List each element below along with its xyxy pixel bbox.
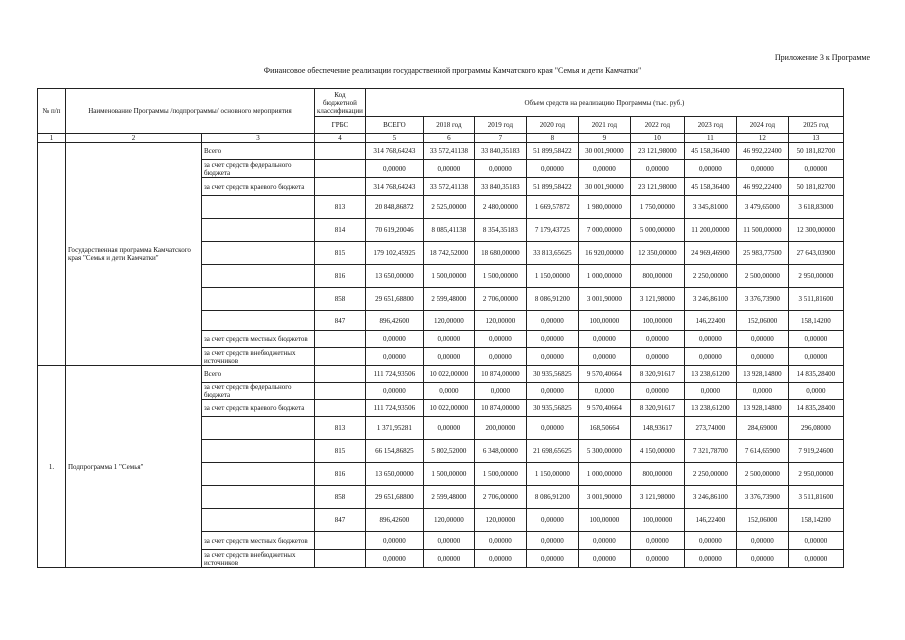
year-value: 18 680,00000	[474, 242, 526, 265]
header-year: 2018 год	[423, 117, 474, 134]
total-value: 0,00000	[365, 331, 423, 348]
table-row	[38, 143, 844, 160]
funding-source: за счет средств внебюджетных источников	[202, 550, 315, 568]
year-value: 158,14200	[788, 509, 843, 532]
year-value: 2 599,48000	[423, 288, 474, 311]
index-cell: 10	[630, 134, 684, 143]
funding-source	[202, 288, 315, 311]
year-value: 27 643,03900	[788, 242, 843, 265]
index-cell: 9	[578, 134, 630, 143]
total-value: 70 619,20046	[365, 219, 423, 242]
year-value: 0,00000	[578, 160, 630, 178]
funding-source: за счет средств краевого бюджета	[202, 400, 315, 417]
year-value: 7 919,24600	[788, 440, 843, 463]
year-value: 0,00000	[630, 532, 684, 550]
header-year: 2019 год	[474, 117, 526, 134]
grbs-code	[315, 550, 366, 568]
year-value: 152,06000	[736, 509, 788, 532]
grbs-code	[315, 160, 366, 178]
header-code: Код бюджетной классификации	[315, 89, 366, 117]
total-value: 896,42600	[365, 311, 423, 331]
total-value: 896,42600	[365, 509, 423, 532]
index-cell: 1	[38, 134, 66, 143]
total-value: 29 651,68800	[365, 288, 423, 311]
funding-source	[202, 440, 315, 463]
year-value: 100,00000	[578, 509, 630, 532]
grbs-code: 816	[315, 265, 366, 288]
year-value: 8 320,91617	[630, 400, 684, 417]
year-value: 146,22400	[684, 509, 736, 532]
year-value: 1 750,00000	[630, 196, 684, 219]
year-value: 2 500,00000	[736, 265, 788, 288]
total-value: 314 768,64243	[365, 178, 423, 196]
year-value: 16 920,00000	[578, 242, 630, 265]
funding-source: за счет средств внебюджетных источников	[202, 348, 315, 366]
year-value: 0,00000	[684, 532, 736, 550]
year-value: 1 500,00000	[474, 463, 526, 486]
funding-source: за счет средств краевого бюджета	[202, 178, 315, 196]
funding-source	[202, 417, 315, 440]
year-value: 1 000,00000	[578, 265, 630, 288]
year-value: 200,00000	[474, 417, 526, 440]
grbs-code: 858	[315, 486, 366, 509]
year-value: 0,00000	[788, 331, 843, 348]
year-value: 1 980,00000	[578, 196, 630, 219]
funding-source	[202, 196, 315, 219]
funding-source	[202, 265, 315, 288]
year-value: 168,50664	[578, 417, 630, 440]
year-value: 152,06000	[736, 311, 788, 331]
year-value: 0,00000	[630, 348, 684, 366]
year-value: 21 698,65625	[526, 440, 578, 463]
year-value: 0,0000	[474, 383, 526, 400]
total-value: 66 154,86825	[365, 440, 423, 463]
total-value: 20 848,86872	[365, 196, 423, 219]
year-value: 14 835,28400	[788, 366, 843, 383]
year-value: 0,00000	[630, 160, 684, 178]
year-value: 23 121,98000	[630, 143, 684, 160]
year-value: 8 086,91200	[526, 486, 578, 509]
index-cell: 13	[788, 134, 843, 143]
header-num: № п/п	[38, 89, 66, 134]
header-name: Наименование Программы /подпрограммы/ основного мероприятия	[66, 89, 315, 134]
year-value: 46 992,22400	[736, 178, 788, 196]
year-value: 50 181,82700	[788, 178, 843, 196]
year-value: 5 802,52000	[423, 440, 474, 463]
header-year: ВСЕГО	[365, 117, 423, 134]
year-value: 45 158,36400	[684, 143, 736, 160]
year-value: 18 742,52000	[423, 242, 474, 265]
grbs-code: 847	[315, 311, 366, 331]
year-value: 1 150,00000	[526, 265, 578, 288]
year-value: 33 840,35183	[474, 178, 526, 196]
year-value: 0,00000	[736, 550, 788, 568]
year-value: 8 320,91617	[630, 366, 684, 383]
year-value: 9 570,40664	[578, 366, 630, 383]
year-value: 3 001,90000	[578, 288, 630, 311]
total-value: 29 651,68800	[365, 486, 423, 509]
funding-source	[202, 311, 315, 331]
year-value: 3 376,73900	[736, 288, 788, 311]
header-year: 2023 год	[684, 117, 736, 134]
year-value: 3 121,98000	[630, 486, 684, 509]
year-value: 10 022,00000	[423, 366, 474, 383]
year-value: 0,00000	[423, 417, 474, 440]
grbs-code	[315, 383, 366, 400]
year-value: 3 511,81600	[788, 288, 843, 311]
year-value: 46 992,22400	[736, 143, 788, 160]
year-value: 0,00000	[578, 550, 630, 568]
year-value: 0,00000	[578, 348, 630, 366]
year-value: 146,22400	[684, 311, 736, 331]
year-value: 3 376,73900	[736, 486, 788, 509]
year-value: 2 525,00000	[423, 196, 474, 219]
year-value: 9 570,40664	[578, 400, 630, 417]
funding-source: за счет средств местных бюджетов	[202, 532, 315, 550]
year-value: 7 000,00000	[578, 219, 630, 242]
year-value: 0,00000	[684, 331, 736, 348]
index-cell: 2	[66, 134, 202, 143]
header-year: 2020 год	[526, 117, 578, 134]
year-value: 120,00000	[474, 311, 526, 331]
year-value: 273,74000	[684, 417, 736, 440]
index-cell: 6	[423, 134, 474, 143]
year-value: 120,00000	[423, 311, 474, 331]
year-value: 7 614,65900	[736, 440, 788, 463]
header-code-grbs: ГРБС	[315, 117, 366, 134]
year-value: 0,00000	[684, 160, 736, 178]
grbs-code: 858	[315, 288, 366, 311]
year-value: 1 500,00000	[423, 265, 474, 288]
funding-source: за счет средств федерального бюджета	[202, 383, 315, 400]
table-header	[38, 89, 844, 143]
year-value: 2 500,00000	[736, 463, 788, 486]
total-value: 13 650,00000	[365, 265, 423, 288]
year-value: 0,00000	[526, 509, 578, 532]
year-value: 13 238,61200	[684, 366, 736, 383]
year-value: 3 511,81600	[788, 486, 843, 509]
year-value: 11 200,00000	[684, 219, 736, 242]
total-value: 111 724,93506	[365, 400, 423, 417]
grbs-code	[315, 400, 366, 417]
year-value: 0,0000	[578, 383, 630, 400]
year-value: 0,00000	[423, 348, 474, 366]
total-value: 179 102,45925	[365, 242, 423, 265]
header-volume: Объем средств на реализацию Программы (тыс. руб.)	[365, 89, 843, 117]
year-value: 2 950,00000	[788, 265, 843, 288]
total-value: 1 371,95281	[365, 417, 423, 440]
year-value: 3 121,98000	[630, 288, 684, 311]
year-value: 8 085,41138	[423, 219, 474, 242]
year-value: 14 835,28400	[788, 400, 843, 417]
year-value: 0,00000	[736, 160, 788, 178]
year-value: 33 813,65625	[526, 242, 578, 265]
year-value: 1 500,00000	[474, 265, 526, 288]
year-value: 0,00000	[526, 311, 578, 331]
year-value: 0,00000	[526, 348, 578, 366]
year-value: 0,00000	[526, 532, 578, 550]
year-value: 24 969,46900	[684, 242, 736, 265]
year-value: 10 874,00000	[474, 366, 526, 383]
index-cell: 7	[474, 134, 526, 143]
year-value: 13 928,14800	[736, 366, 788, 383]
grbs-code	[315, 532, 366, 550]
year-value: 3 345,81000	[684, 196, 736, 219]
year-value: 0,00000	[526, 331, 578, 348]
grbs-code: 816	[315, 463, 366, 486]
year-value: 30 001,90000	[578, 178, 630, 196]
index-cell: 4	[315, 134, 366, 143]
year-value: 7 321,78700	[684, 440, 736, 463]
year-value: 13 238,61200	[684, 400, 736, 417]
total-value: 314 768,64243	[365, 143, 423, 160]
index-cell: 8	[526, 134, 578, 143]
year-value: 800,00000	[630, 463, 684, 486]
funding-source: за счет средств местных бюджетов	[202, 331, 315, 348]
funding-source	[202, 486, 315, 509]
year-value: 5 000,00000	[630, 219, 684, 242]
year-value: 23 121,98000	[630, 178, 684, 196]
year-value: 0,00000	[788, 348, 843, 366]
index-row	[38, 134, 844, 143]
year-value: 1 150,00000	[526, 463, 578, 486]
grbs-code	[315, 348, 366, 366]
year-value: 0,00000	[788, 160, 843, 178]
total-value: 0,00000	[365, 550, 423, 568]
year-value: 0,00000	[423, 550, 474, 568]
year-value: 10 022,00000	[423, 400, 474, 417]
header-year: 2025 год	[788, 117, 843, 134]
year-value: 0,00000	[630, 550, 684, 568]
year-value: 8 354,35183	[474, 219, 526, 242]
subprogram-section	[38, 366, 844, 568]
year-value: 12 350,00000	[630, 242, 684, 265]
grbs-code: 813	[315, 196, 366, 219]
year-value: 120,00000	[423, 509, 474, 532]
grbs-code	[315, 178, 366, 196]
year-value: 7 179,43725	[526, 219, 578, 242]
year-value: 0,00000	[578, 331, 630, 348]
year-value: 6 348,00000	[474, 440, 526, 463]
total-value: 0,00000	[365, 383, 423, 400]
index-cell: 12	[736, 134, 788, 143]
year-value: 0,00000	[423, 331, 474, 348]
year-value: 2 599,48000	[423, 486, 474, 509]
year-value: 0,00000	[630, 331, 684, 348]
document-title: Финансовое обеспечение реализации государственной программы Камчатского края "Семья и дети Камчатки"	[263, 66, 642, 75]
total-value: 111 724,93506	[365, 366, 423, 383]
year-value: 120,00000	[474, 509, 526, 532]
year-value: 3 001,90000	[578, 486, 630, 509]
funding-source	[202, 242, 315, 265]
total-value: 13 650,00000	[365, 463, 423, 486]
year-value: 2 250,00000	[684, 265, 736, 288]
header-year: 2022 год	[630, 117, 684, 134]
financing-table	[37, 88, 844, 568]
year-value: 25 983,77500	[736, 242, 788, 265]
year-value: 51 899,58422	[526, 143, 578, 160]
year-value: 2 706,00000	[474, 486, 526, 509]
year-value: 33 572,41138	[423, 178, 474, 196]
year-value: 2 706,00000	[474, 288, 526, 311]
appendix-label: Приложение 3 к Программе	[774, 53, 870, 62]
grbs-code	[315, 366, 366, 383]
funding-source: Всего	[202, 366, 315, 383]
year-value: 0,00000	[736, 331, 788, 348]
year-value: 30 935,56825	[526, 400, 578, 417]
year-value: 148,93617	[630, 417, 684, 440]
program-name: Государственная программа Камчатского края "Семья и дети Камчатки"	[66, 143, 202, 366]
year-value: 33 572,41138	[423, 143, 474, 160]
year-value: 33 840,35183	[474, 143, 526, 160]
grbs-code: 815	[315, 242, 366, 265]
year-value: 2 950,00000	[788, 463, 843, 486]
year-value: 158,14200	[788, 311, 843, 331]
year-value: 0,00000	[474, 550, 526, 568]
program-name: Подпрограмма 1 "Семья"	[66, 366, 202, 568]
year-value: 0,00000	[736, 532, 788, 550]
index-cell: 11	[684, 134, 736, 143]
grbs-code: 815	[315, 440, 366, 463]
header-year: 2021 год	[578, 117, 630, 134]
year-value: 0,00000	[474, 331, 526, 348]
grbs-code	[315, 143, 366, 160]
year-value: 3 479,65000	[736, 196, 788, 219]
row-number: 1.	[38, 366, 66, 568]
program-section	[38, 143, 844, 366]
year-value: 0,00000	[526, 417, 578, 440]
year-value: 1 669,57872	[526, 196, 578, 219]
year-value: 51 899,58422	[526, 178, 578, 196]
year-value: 5 300,00000	[578, 440, 630, 463]
header-year: 2024 год	[736, 117, 788, 134]
year-value: 12 300,00000	[788, 219, 843, 242]
year-value: 50 181,82700	[788, 143, 843, 160]
funding-source: за счет средств федерального бюджета	[202, 160, 315, 178]
index-cell: 5	[365, 134, 423, 143]
year-value: 2 250,00000	[684, 463, 736, 486]
year-value: 30 001,90000	[578, 143, 630, 160]
year-value: 0,00000	[684, 348, 736, 366]
grbs-code	[315, 331, 366, 348]
year-value: 296,08000	[788, 417, 843, 440]
year-value: 1 000,00000	[578, 463, 630, 486]
total-value: 0,00000	[365, 160, 423, 178]
total-value: 0,00000	[365, 532, 423, 550]
table-row	[38, 366, 844, 383]
year-value: 0,00000	[736, 348, 788, 366]
year-value: 0,00000	[526, 550, 578, 568]
year-value: 1 500,00000	[423, 463, 474, 486]
year-value: 3 246,86100	[684, 288, 736, 311]
year-value: 45 158,36400	[684, 178, 736, 196]
year-value: 0,00000	[474, 160, 526, 178]
year-value: 0,00000	[578, 532, 630, 550]
year-value: 100,00000	[578, 311, 630, 331]
year-value: 13 928,14800	[736, 400, 788, 417]
year-value: 100,00000	[630, 311, 684, 331]
funding-source: Всего	[202, 143, 315, 160]
year-value: 0,00000	[474, 532, 526, 550]
year-value: 0,00000	[630, 383, 684, 400]
year-value: 0,00000	[526, 383, 578, 400]
year-value: 0,00000	[684, 550, 736, 568]
year-value: 0,0000	[736, 383, 788, 400]
year-value: 0,00000	[788, 550, 843, 568]
year-value: 11 500,00000	[736, 219, 788, 242]
grbs-code: 814	[315, 219, 366, 242]
year-value: 0,0000	[423, 383, 474, 400]
year-value: 4 150,00000	[630, 440, 684, 463]
year-value: 0,00000	[474, 348, 526, 366]
year-value: 0,00000	[423, 160, 474, 178]
index-cell: 3	[202, 134, 315, 143]
year-value: 3 246,86100	[684, 486, 736, 509]
year-value: 8 086,91200	[526, 288, 578, 311]
total-value: 0,00000	[365, 348, 423, 366]
funding-source	[202, 509, 315, 532]
year-value: 30 935,56825	[526, 366, 578, 383]
year-value: 0,0000	[684, 383, 736, 400]
year-value: 284,69000	[736, 417, 788, 440]
funding-source	[202, 219, 315, 242]
year-value: 10 874,00000	[474, 400, 526, 417]
funding-source	[202, 463, 315, 486]
year-value: 0,00000	[526, 160, 578, 178]
year-value: 0,00000	[423, 532, 474, 550]
year-value: 3 618,83000	[788, 196, 843, 219]
year-value: 0,00000	[788, 532, 843, 550]
row-number	[38, 143, 66, 366]
grbs-code: 813	[315, 417, 366, 440]
year-value: 0,0000	[788, 383, 843, 400]
year-value: 2 480,00000	[474, 196, 526, 219]
year-value: 800,00000	[630, 265, 684, 288]
year-value: 100,00000	[630, 509, 684, 532]
grbs-code: 847	[315, 509, 366, 532]
